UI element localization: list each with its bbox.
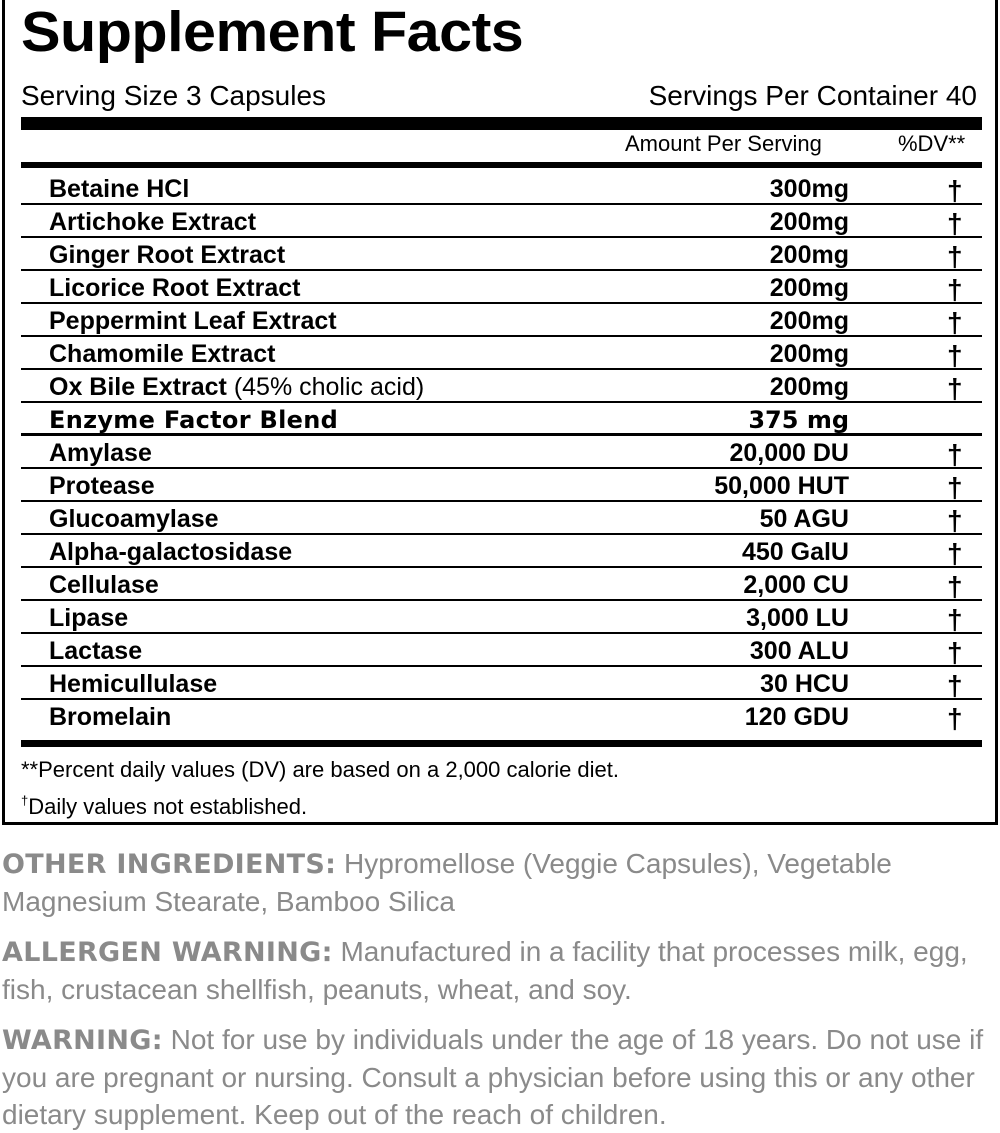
- ingredient-name: [49, 274, 300, 302]
- warning: [2, 1021, 998, 1133]
- thick-divider-top: [21, 117, 982, 130]
- ingredient-amount: 300 ALU: [749, 637, 849, 665]
- dagger-icon: †: [947, 340, 963, 371]
- ingredient-name-text: Hemicullulase: [49, 670, 218, 698]
- other-ingredients: [2, 845, 998, 920]
- table-row: [21, 238, 982, 271]
- ingredient-amount: 20,000 DU: [729, 439, 849, 467]
- table-row: [21, 304, 982, 337]
- ingredient-amount: 200mg: [769, 241, 849, 269]
- ingredient-name: [49, 571, 159, 599]
- table-row: [21, 634, 982, 667]
- ingredient-amount: 50 AGU: [759, 505, 849, 533]
- table-row: [21, 535, 982, 568]
- table-row: [21, 337, 982, 370]
- ingredient-name: [49, 637, 142, 665]
- dagger-icon: †: [947, 373, 963, 404]
- ingredient-name: [49, 208, 256, 236]
- ingredient-name: [49, 373, 424, 401]
- dagger-icon: †: [947, 505, 963, 536]
- ingredient-name: [49, 439, 152, 467]
- ingredient-amount: 450 GalU: [741, 538, 849, 566]
- servings-per-container: Servings Per Container 40: [648, 80, 977, 111]
- ingredient-name-text: Licorice Root Extract: [49, 274, 301, 302]
- allergen-warning: [2, 933, 998, 1008]
- ingredient-table: [21, 172, 982, 733]
- table-row: [21, 370, 982, 403]
- table-row: [21, 436, 982, 469]
- table-row: [21, 601, 982, 634]
- dagger-icon: †: [947, 241, 963, 272]
- dagger-icon: †: [947, 208, 963, 239]
- column-header-amount: Amount Per Serving: [625, 131, 822, 156]
- ingredient-name-text: Glucoamylase: [49, 505, 219, 533]
- ingredient-name-text: Artichoke Extract: [49, 208, 257, 236]
- ingredient-amount: 2,000 CU: [743, 571, 849, 599]
- dagger-mark: †: [21, 793, 29, 808]
- allergen-warning-heading: ALLERGEN WARNING:: [2, 937, 333, 968]
- dagger-icon: †: [947, 472, 963, 503]
- column-header-dv: %DV**: [898, 131, 966, 156]
- ingredient-name: [49, 703, 171, 731]
- dagger-icon: †: [947, 703, 963, 734]
- dagger-icon: †: [947, 439, 963, 470]
- table-row: [21, 469, 982, 502]
- ingredient-name-text: Ox Bile Extract: [49, 373, 227, 401]
- ingredient-note: (45% cholic acid): [233, 373, 425, 401]
- table-row: [21, 700, 982, 733]
- panel-title: Supplement Facts: [21, 0, 524, 64]
- supplement-facts-panel: [2, 0, 998, 825]
- ingredient-amount: 300mg: [769, 175, 849, 203]
- warning-text: Not for use by individuals under the age of 18 years. Do not use if you are pregnant or nursing. Consult a physician before using this or any other dietary supplement. Keep out of the reach of children.: [2, 1024, 984, 1130]
- ingredient-name: [49, 604, 128, 632]
- divider-under-header: [21, 162, 982, 168]
- dagger-icon: †: [947, 538, 963, 569]
- dagger-icon: †: [947, 571, 963, 602]
- ingredient-amount: 30 HCU: [760, 670, 849, 698]
- other-ingredients-text: Hypromellose (Veggie Capsules), Vegetable Magnesium Stearate, Bamboo Silica: [2, 848, 892, 917]
- table-row: [21, 205, 982, 238]
- footnote-dagger: [21, 788, 307, 820]
- ingredient-name-text: Peppermint Leaf Extract: [49, 307, 337, 335]
- ingredient-name: [49, 505, 219, 533]
- ingredient-amount: 200mg: [769, 340, 849, 368]
- ingredient-name-text: Ginger Root Extract: [49, 241, 286, 269]
- ingredient-amount: 200mg: [769, 274, 849, 302]
- ingredient-name: [49, 340, 275, 368]
- thick-divider-bottom: [21, 740, 982, 747]
- dagger-icon: †: [947, 307, 963, 338]
- ingredient-name-text: Protease: [49, 472, 155, 500]
- table-row: [21, 502, 982, 535]
- allergen-warning-text: Manufactured in a facility that processes milk, egg, fish, crustacean shellfish, peanuts, wheat, and soy.: [2, 936, 968, 1005]
- ingredient-name: [49, 406, 338, 434]
- table-row: [21, 271, 982, 304]
- ingredient-amount: 375 mg: [748, 406, 849, 434]
- ingredient-amount: 200mg: [769, 307, 849, 335]
- footnote-dv: **Percent daily values (DV) are based on a 2,000 calorie diet.: [21, 757, 620, 782]
- table-row: [21, 667, 982, 700]
- ingredient-name-text: Amylase: [49, 439, 152, 467]
- ingredient-name: [49, 670, 217, 698]
- ingredient-amount: 200mg: [769, 208, 849, 236]
- ingredient-amount: 3,000 LU: [746, 604, 849, 632]
- ingredient-name: [49, 307, 337, 335]
- ingredient-amount: 50,000 HUT: [714, 472, 849, 500]
- dagger-icon: †: [947, 670, 963, 701]
- ingredient-name-text: Cellulase: [49, 571, 159, 599]
- ingredient-amount: 120 GDU: [744, 703, 849, 731]
- ingredient-name-text: Betaine HCl: [49, 175, 190, 203]
- ingredient-name: [49, 472, 155, 500]
- warning-heading: WARNING:: [2, 1025, 163, 1056]
- other-ingredients-heading: OTHER INGREDIENTS:: [2, 849, 337, 880]
- table-row: [21, 172, 982, 205]
- ingredient-name-text: Lactase: [49, 637, 143, 665]
- ingredient-name: [49, 538, 292, 566]
- ingredient-name-text: Alpha-galactosidase: [49, 538, 293, 566]
- dagger-icon: †: [947, 604, 963, 635]
- ingredient-amount: 200mg: [769, 373, 849, 401]
- serving-size: Serving Size 3 Capsules: [21, 80, 327, 111]
- table-row: [21, 403, 982, 436]
- ingredient-name: [49, 175, 189, 203]
- ingredient-name-text: Enzyme Factor Blend: [49, 406, 339, 434]
- ingredient-name-text: Chamomile Extract: [49, 340, 276, 368]
- ingredient-name-text: Bromelain: [49, 703, 172, 731]
- dagger-icon: †: [947, 637, 963, 668]
- ingredient-name-text: Lipase: [49, 604, 129, 632]
- table-row: [21, 568, 982, 601]
- dagger-icon: †: [947, 175, 963, 206]
- dagger-icon: †: [947, 274, 963, 305]
- footnote-dagger-text: Daily values not established.: [28, 794, 308, 819]
- ingredient-name: [49, 241, 285, 269]
